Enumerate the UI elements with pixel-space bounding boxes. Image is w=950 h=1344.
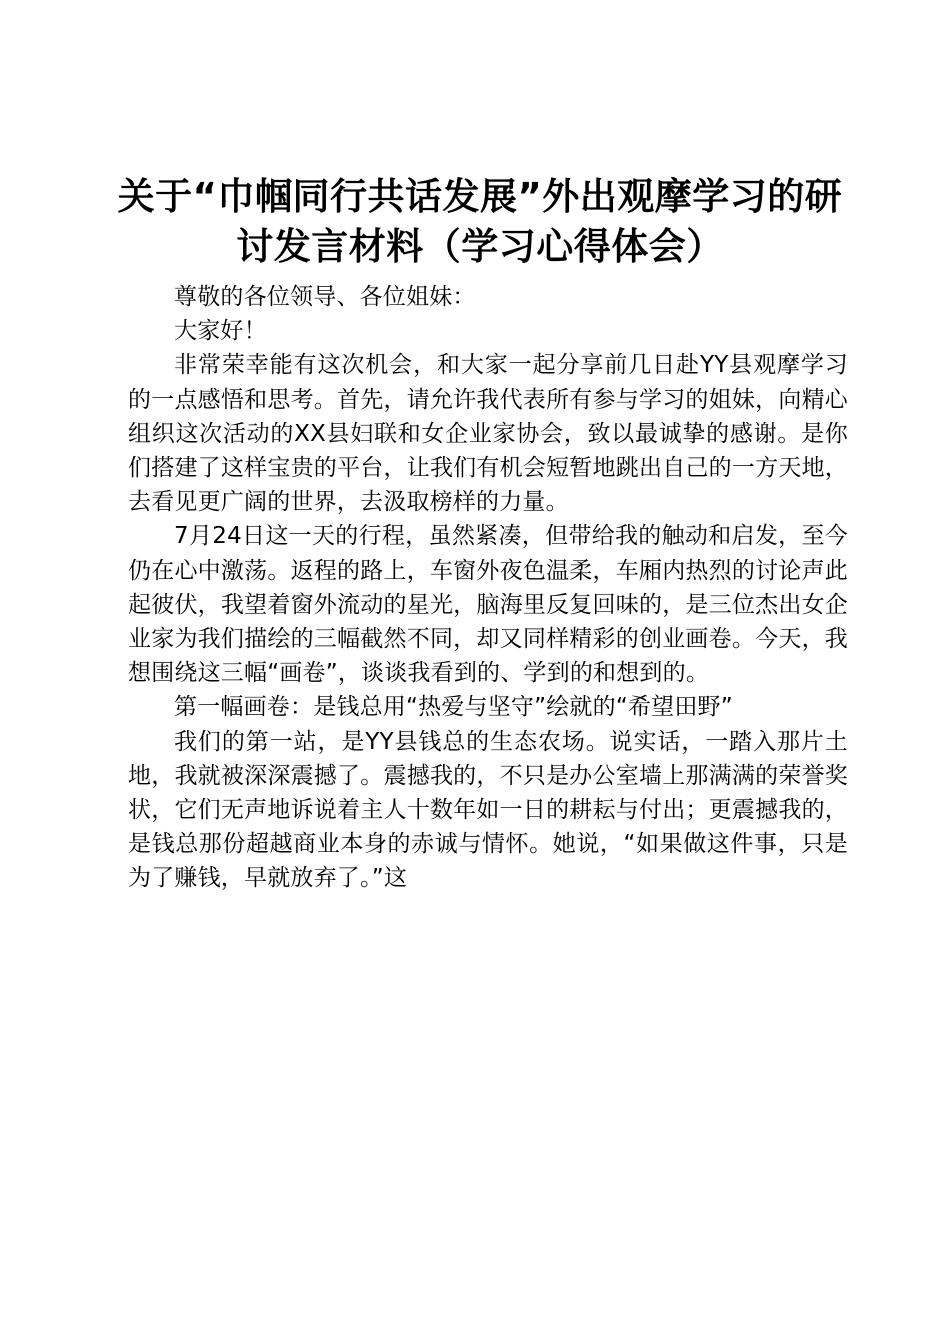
document-body: [128, 280, 848, 896]
paragraph-salutation: 尊敬的各位领导、各位姐妹：: [174, 284, 476, 310]
paragraph-section-heading: 第一幅画卷：是钱总用“热爱与坚守”绘就的“希望田野”: [174, 694, 733, 721]
paragraph-first-stop: 我们的第一站，是YY县钱总的生态农场。说实话，一踏入那片土地，我就被深深震撼了。震撼我的，不只是办公室墙上那满满的荣誉奖状，它们无声地诉说着主人十数年如一日的耕耘与付出；更震撼我的，是钱总那份超越商业本身的赤诚与情怀。她说，“如果做这件事，只是为了赚钱，早就放弃了。”这: [128, 728, 848, 892]
document-title: 关于“巾帼同行共话发展”外出观摩学习的研讨发言材料（学习心得体会）: [117, 175, 843, 268]
paragraph-itinerary: 7月24日这一天的行程，虽然紧凑，但带给我的触动和启发，至今仍在心中激荡。返程的路上，车窗外夜色温柔，车厢内热烈的讨论声此起彼伏，我望着窗外流动的星光，脑海里反复回味的，是三位杰出女企业家为我们描绘的三幅截然不同，却又同样精彩的创业画卷。今天，我想围绕这三幅“画卷”，谈谈我看到的、学到的和想到的。: [128, 523, 848, 687]
paragraph-greeting: 大家好！: [174, 318, 267, 345]
paragraph-opening: 非常荣幸能有这次机会，和大家一起分享前几日赴YY县观摩学习的一点感悟和思考。首先，请允许我代表所有参与学习的姐妹，向精心组织这次活动的XX县妇联和女企业家协会，致以最诚挚的感谢。是你们搭建了这样宝贵的平台，让我们有机会短暂地跳出自己的一方天地，去看见更广阔的世界，去汲取榜样的力量。: [128, 352, 848, 516]
